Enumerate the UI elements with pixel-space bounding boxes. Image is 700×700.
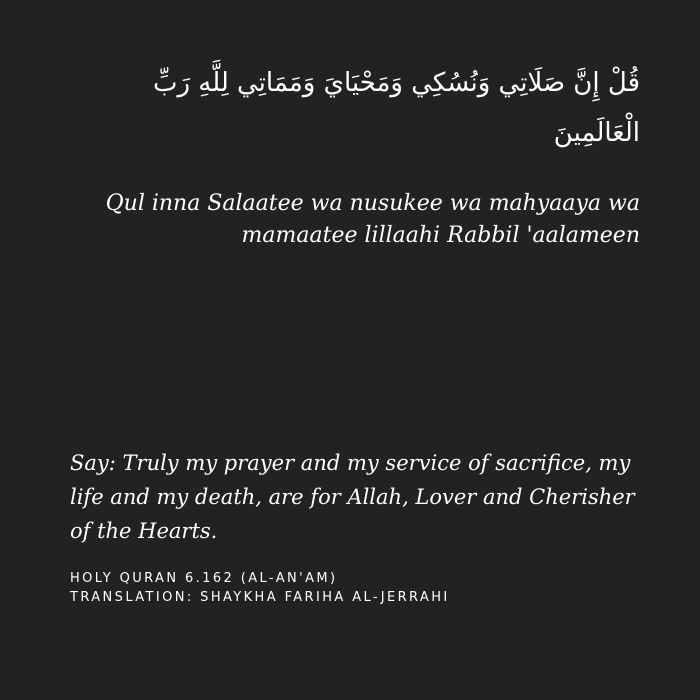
verse-reference: HOLY QURAN 6.162 (AL-AN'AM): [70, 571, 338, 586]
translator-credit: TRANSLATION: SHAYKHA FARIHA AL-JERRAHI: [70, 590, 450, 605]
arabic-verse: قُلْ إِنَّ صَلَاتِي وَنُسُكِي وَمَحْيَايَ وَمَمَاتِي لِلَّهِ رَبِّ الْعَالَمِينَ: [152, 68, 640, 148]
transliteration-text: Qul inna Salaatee wa nusukee wa mahyaaya wa mamaatee lillaahi Rabbil 'aalameen: [105, 191, 640, 248]
source-credit: [70, 569, 670, 607]
english-translation: Say: Truly my prayer and my service of sacrifice, my life and my death, are for Allah, Lover and Cherisher of the Hearts.: [70, 451, 635, 543]
